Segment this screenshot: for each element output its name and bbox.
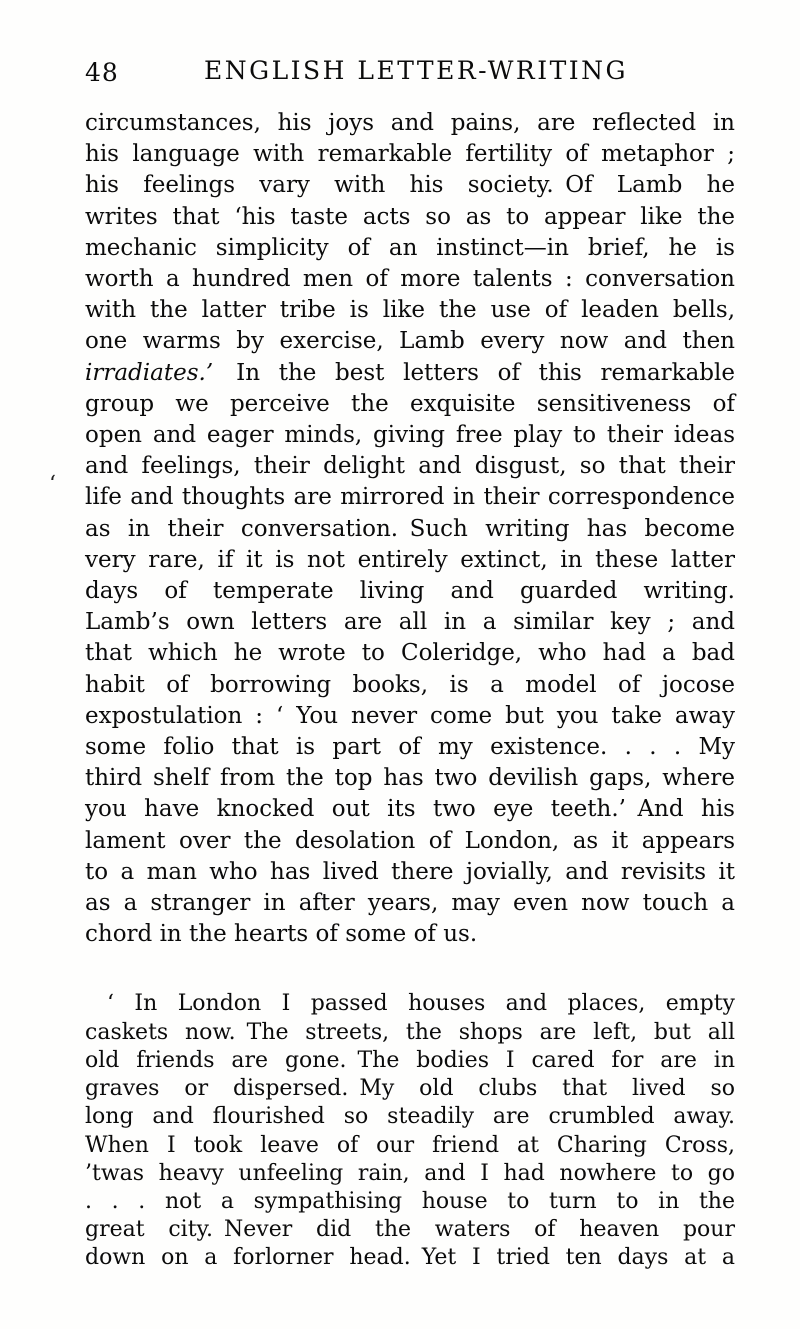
text-run: lament over the desolation of London, as it appears: [85, 827, 735, 854]
text-line: [85, 233, 735, 264]
text-run: group we perceive the exquisite sensitiveness of: [85, 390, 735, 417]
text-line: [85, 202, 735, 233]
text-run: days of temperate living and guarded writing.: [85, 578, 735, 605]
text-run: you have knocked out its two eye teeth.’ And his: [85, 796, 735, 823]
text-line: [85, 295, 735, 326]
text-run: Lamb’s own letters are all in a similar key ; and: [85, 609, 735, 636]
text-run: his feelings vary with his society. Of Lamb he: [85, 172, 735, 199]
text-run: life and thoughts are mirrored in their correspondence: [85, 484, 735, 511]
text-run: ’twas heavy unfeeling rain, and I had nowhere to go: [85, 1160, 735, 1186]
text-line: [85, 482, 735, 513]
text-line: [85, 888, 735, 919]
text-run: expostulation : ‘ You never come but you take away: [85, 702, 735, 729]
text-line: [85, 670, 735, 701]
text-line: [85, 1216, 735, 1244]
text-line: [85, 607, 735, 638]
text-line: [85, 1188, 735, 1216]
text-run: and feelings, their delight and disgust, so that their: [85, 453, 735, 480]
text-run: When I took leave of our friend at Charing Cross,: [85, 1132, 735, 1158]
text-line: [85, 576, 735, 607]
text-line: [85, 1047, 735, 1075]
text-line: [85, 170, 735, 201]
text-line: [85, 1075, 735, 1103]
text-line: [85, 1160, 735, 1188]
text-line: [85, 701, 735, 732]
text-run: open and eager minds, giving free play to their ideas: [85, 422, 735, 449]
text-line: [85, 514, 735, 545]
text-run: one warms by exercise, Lamb every now and then: [85, 328, 735, 355]
text-run: circumstances, his joys and pains, are reflected in: [85, 110, 735, 136]
text-line: [85, 264, 735, 295]
page-number: 48: [85, 58, 119, 87]
text-line: [85, 763, 735, 794]
text-line: [85, 638, 735, 669]
text-line: [85, 990, 735, 1018]
text-line: [85, 857, 735, 888]
text-run: great city. Never did the waters of heaven pour: [85, 1217, 735, 1243]
text-run: habit of borrowing books, is a model of jocose: [85, 671, 735, 698]
text-line: [85, 919, 735, 950]
text-run: down on a forlorner head. Yet I tried ten days at a: [85, 1245, 735, 1271]
italic-text-run: irradiates.’: [85, 359, 214, 386]
text-run: ‘ In London I passed houses and places, empty: [107, 991, 735, 1017]
text-run: his language with remarkable fertility of metaphor ;: [85, 141, 735, 168]
text-run: In the best letters of this remarkable: [213, 359, 735, 386]
text-run: as in their conversation. Such writing has become: [85, 515, 735, 542]
text-run: some folio that is part of my existence. . . . My: [85, 734, 735, 761]
text-line: [85, 1132, 735, 1160]
text-run: very rare, if it is not entirely extinct, in these latter: [85, 546, 735, 573]
page-header: [0, 56, 800, 88]
text-run: long and flourished so steadily are crumbled away.: [85, 1104, 735, 1130]
text-run: old friends are gone. The bodies I cared for are in: [85, 1047, 735, 1073]
text-run: as a stranger in after years, may even now touch a: [85, 890, 735, 917]
text-run: with the latter tribe is like the use of leaden bells,: [85, 297, 735, 324]
text-run: that which he wrote to Coleridge, who had a bad: [85, 640, 735, 667]
text-run: chord in the hearts of some of us.: [85, 921, 478, 948]
text-line: [85, 1103, 735, 1131]
text-run: to a man who has lived there jovially, and revisits it: [85, 858, 735, 885]
text-run: graves or dispersed. My old clubs that lived so: [85, 1076, 735, 1102]
text-line: [85, 451, 735, 482]
text-line: [85, 358, 735, 389]
text-line: [85, 1244, 735, 1272]
text-line: [85, 545, 735, 576]
text-line: [85, 732, 735, 763]
running-title: ENGLISH LETTER-WRITING: [203, 56, 629, 85]
text-line: [85, 108, 735, 139]
text-run: third shelf from the top has two devilish gaps, where: [85, 765, 735, 792]
text-block: [85, 108, 735, 1273]
text-line: [85, 826, 735, 857]
margin-stray-mark: ʻ: [49, 472, 56, 497]
text-run: caskets now. The streets, the shops are left, but all: [85, 1019, 735, 1045]
text-run: worth a hundred men of more talents : conversation: [85, 266, 735, 293]
paragraph: [85, 108, 735, 950]
text-line: [85, 326, 735, 357]
text-line: [85, 389, 735, 420]
text-line: [85, 139, 735, 170]
text-line: [85, 794, 735, 825]
text-line: [85, 1019, 735, 1047]
text-run: writes that ‘his taste acts so as to appear like the: [85, 203, 735, 230]
text-run: . . . not a sympathising house to turn to in the: [85, 1188, 735, 1214]
text-run: mechanic simplicity of an instinct—in brief, he is: [85, 234, 735, 261]
paragraph: [85, 990, 735, 1272]
text-line: [85, 420, 735, 451]
